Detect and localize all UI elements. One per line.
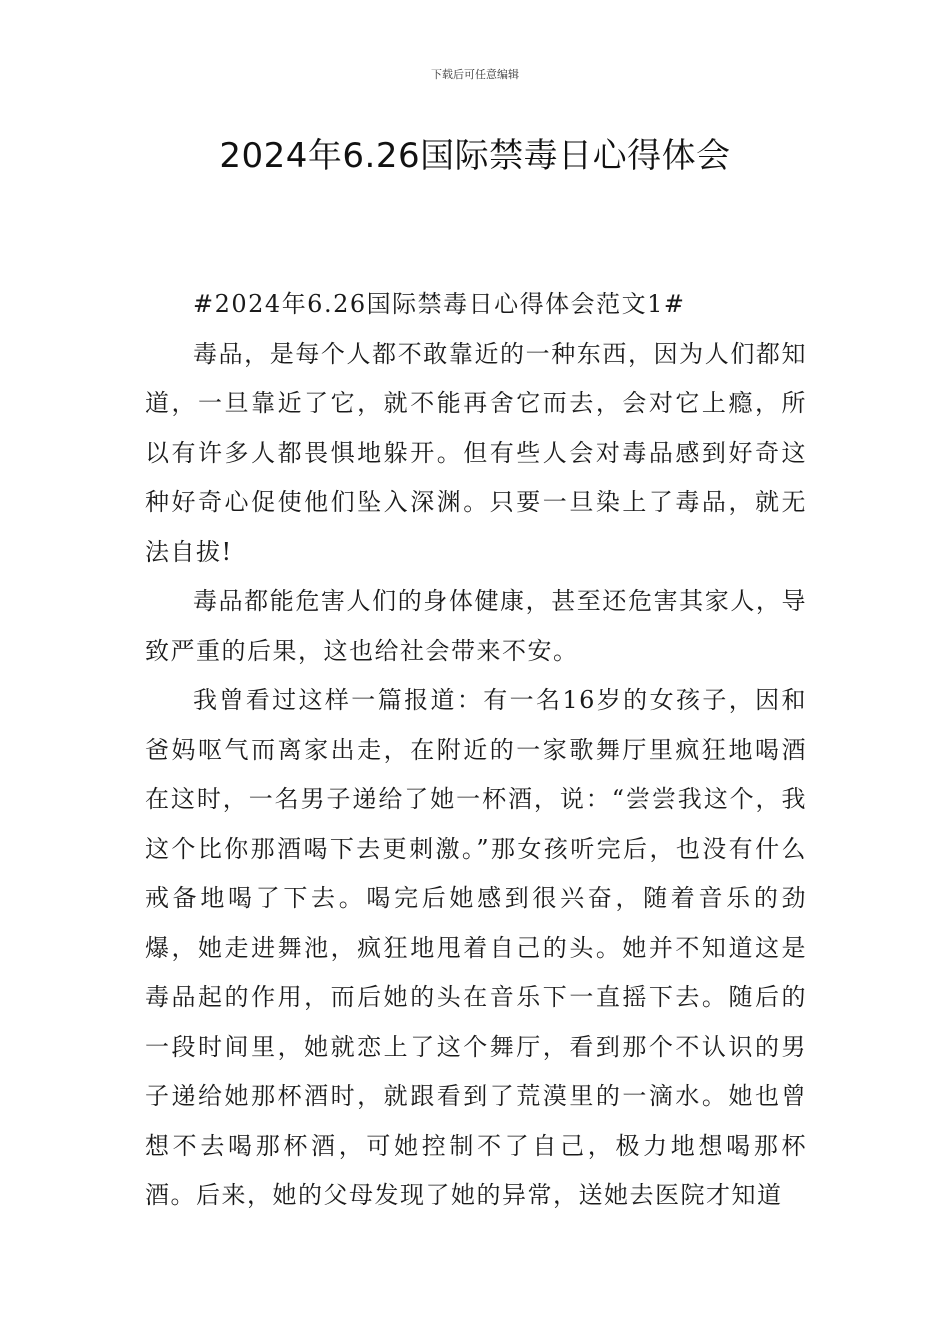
paragraph: 我曾看过这样一篇报道：有一名16岁的女孩子，因和爸妈呕气而离家出走，在附近的一家歌舞厅里疯狂地喝酒在这时，一名男子递给了她一杯酒，说：“尝尝我这个，我这个比你那酒喝下去更刺激。”那女孩听完后，也没有什么戒备地喝了下去。喝完后她感到很兴奋，随着音乐的劲爆，她走进舞池，疯狂地甩着自己的头。她并不知道这是毒品起的作用，而后她的头在音乐下一直摇下去。随后的一段时间里，她就恋上了这个舞厅，看到那个不认识的男子递给她那杯酒时，就跟看到了荒漠里的一滴水。她也曾想不去喝那杯酒，可她控制不了自己，极力地想喝那杯酒。后来，她的父母发现了她的异常，送她去医院才知道 (145, 686, 807, 1209)
document-title: 2024年6.26国际禁毒日心得体会 (219, 136, 731, 176)
paragraph: 毒品，是每个人都不敢靠近的一种东西，因为人们都知道，一旦靠近了它，就不能再舍它而去，会对它上瘾，所以有许多人都畏惧地躲开。但有些人会对毒品感到好奇这种好奇心促使他们坠入深渊。只要一旦染上了毒品，就无法自拔! (145, 339, 807, 566)
section-heading: #2024年6.26国际禁毒日心得体会范文1# (193, 290, 686, 318)
document-body (145, 280, 807, 1221)
paragraph: 毒品都能危害人们的身体健康，甚至还危害其家人，导致严重的后果，这也给社会带来不安。 (145, 587, 807, 665)
header-note: 下载后可任意编辑 (431, 68, 519, 81)
